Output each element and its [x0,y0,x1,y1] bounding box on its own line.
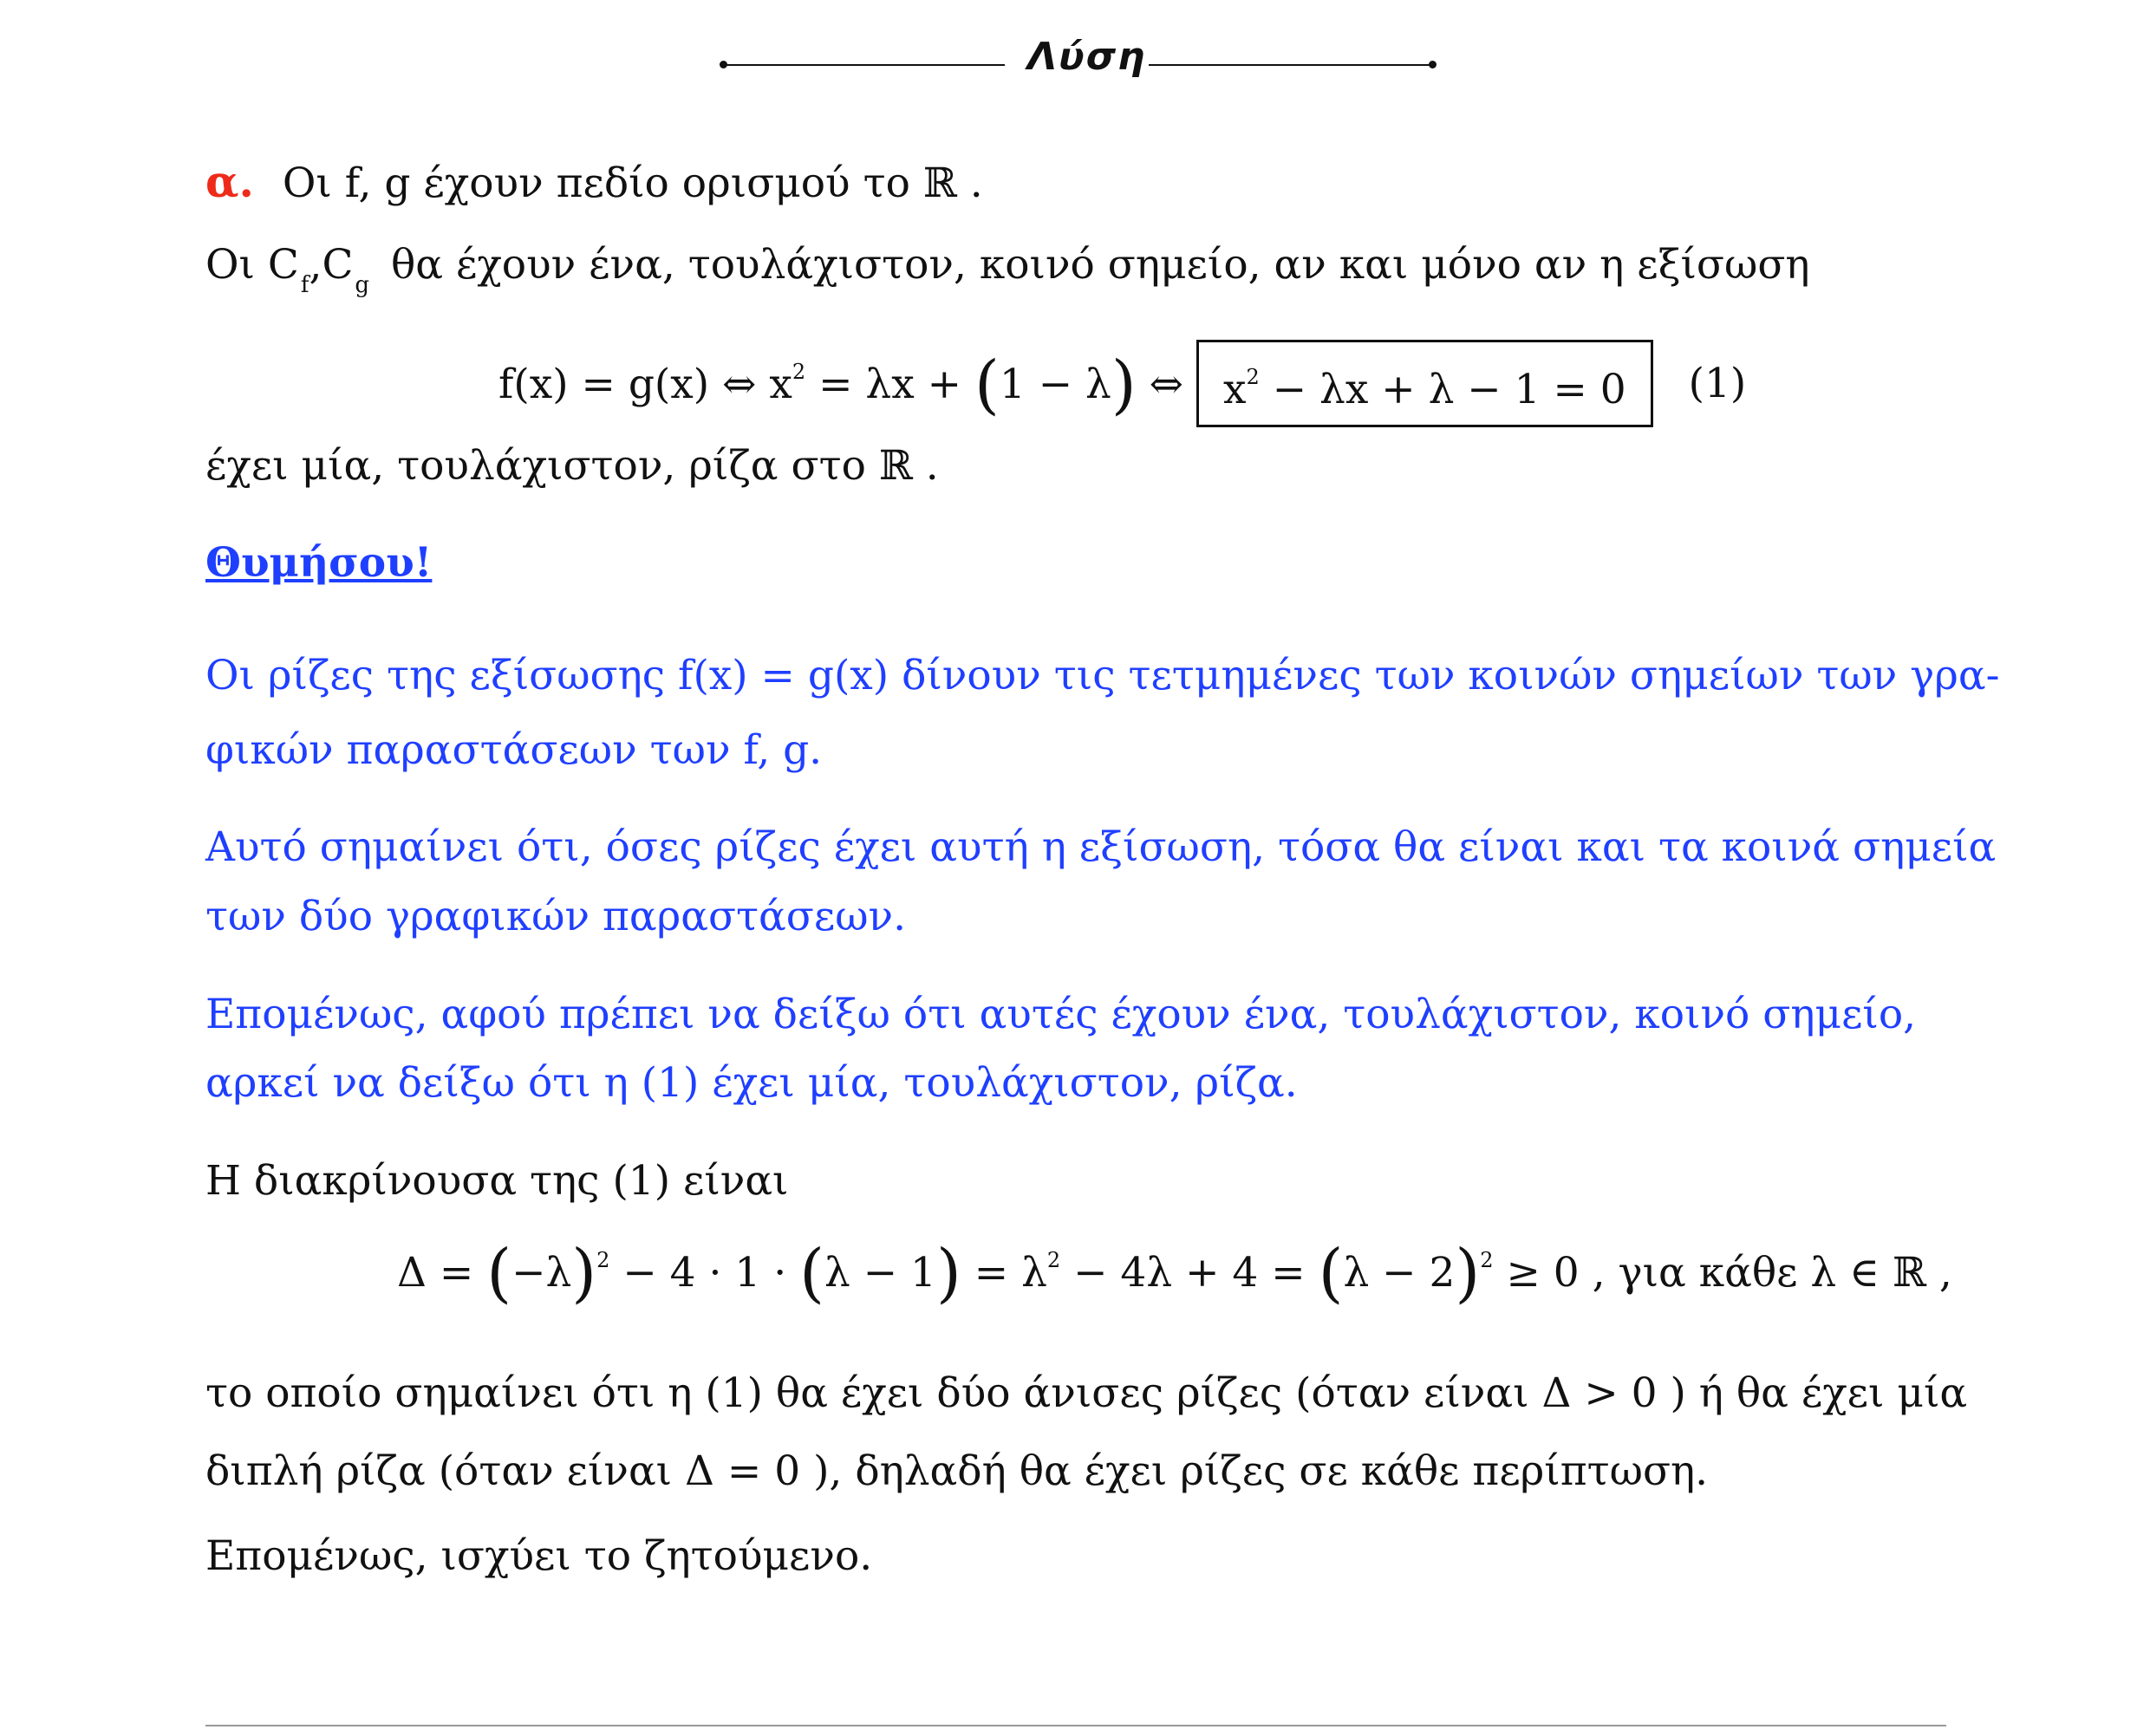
header-left-rule [723,64,1005,66]
reminder-title[interactable] [205,539,432,587]
boxed-equation [1196,340,1653,427]
intro-sub-g: g [355,272,370,298]
discriminant-equation [397,1236,1952,1310]
eq1-exp: 2 [792,359,806,384]
boxed-rest: − λx + λ − 1 = 0 [1259,366,1626,413]
bottom-divider [205,1725,1946,1726]
disc-a: Δ = [397,1249,487,1297]
equation-tag: (1) [1688,360,1747,407]
domain-text: Οι f, g έχουν πεδίο ορισμού το ℝ . [282,159,983,207]
conclusion-line1: το οποίο σημαίνει ότι η (1) θα έχει δύο άνισες ρίζες (όταν είναι Δ > 0 ) ή θα έχει μία [205,1369,1968,1417]
reminder-p2-line1: Αυτό σημαίνει ότι, όσες ρίζες έχει αυτή η εξίσωση, τόσα θα είναι και τα κοινά σημεία [205,823,1997,871]
intro-line [205,241,1810,298]
disc-paren3-close: ) [1455,1236,1481,1310]
discriminant-intro: Η διακρίνουσα της (1) είναι [205,1157,789,1205]
eq1-paren-open: ( [974,347,1000,422]
eq1-mid: = λx + [805,360,974,408]
disc-paren3-open: ( [1318,1236,1344,1310]
intro-sub-f: f [300,272,309,298]
final-statement: Επομένως, ισχύει το ζητούμενο. [205,1532,873,1580]
reminder-p1-line2: φικών παραστάσεων των f, g. [205,726,823,774]
disc-exp1: 2 [596,1248,610,1272]
disc-paren2-open: ( [799,1236,824,1310]
disc-b: −λ [511,1249,572,1297]
intro-mid: ,C [309,241,354,289]
disc-paren1-close: ) [571,1236,597,1310]
disc-g: λ − 2 [1343,1249,1456,1297]
disc-d: λ − 1 [824,1249,936,1297]
section-header [720,35,1439,95]
disc-e: = λ [961,1249,1047,1297]
disc-paren1-open: ( [486,1236,512,1310]
reminder-p2-line2: των δύο γραφικών παραστάσεων. [205,893,907,940]
disc-f: − 4λ + 4 = [1060,1249,1319,1297]
reminder-p3-line2: αρκεί να δείξω ότι η (1) έχει μία, τουλάχιστον, ρίζα. [205,1059,1298,1107]
header-title: Λύση [1027,35,1147,79]
eq1-arrow: ⇔ [1136,360,1184,408]
domain-line [205,156,983,207]
root-line: έχει μία, τουλάχιστον, ρίζα στο ℝ . [205,442,939,490]
disc-exp3: 2 [1480,1248,1494,1272]
header-right-rule [1149,64,1432,66]
disc-c: − 4 · 1 · [609,1249,800,1297]
equation-1 [498,340,1747,422]
equation-1-lhs [498,347,1184,422]
boxed-exp: 2 [1246,365,1260,389]
header-right-dot [1429,61,1437,68]
intro-end: θα έχουν ένα, τουλάχιστον, κοινό σημείο, αν και μόνο αν η εξίσωση [378,241,1810,289]
conclusion-line2: διπλή ρίζα (όταν είναι Δ = 0 ), δηλαδή θα έχει ρίζες σε κάθε περίπτωση. [205,1447,1709,1495]
boxed-base: x [1222,366,1247,413]
reminder-title-text[interactable]: Θυμήσου! [205,539,433,587]
eq1-paren-close: ) [1111,347,1137,422]
intro-start: Οι C [205,241,299,289]
eq1-lhs-text: f(x) = g(x) ⇔ x [498,360,792,408]
reminder-p3-line1: Επομένως, αφού πρέπει να δείξω ότι αυτές έχουν ένα, τουλάχιστον, κοινό σημείο, [205,991,1917,1038]
disc-exp2: 2 [1046,1248,1061,1272]
disc-paren2-close: ) [935,1236,961,1310]
reminder-p1-line1: Οι ρίζες της εξίσωσης f(x) = g(x) δίνουν τις τετμημένες των κοινών σημείων των γρα- [205,652,2000,699]
eq1-inner: 1 − λ [999,360,1111,408]
part-a-label: α. [205,156,254,207]
disc-h: ≥ 0 , για κάθε λ ∈ ℝ , [1493,1249,1952,1297]
